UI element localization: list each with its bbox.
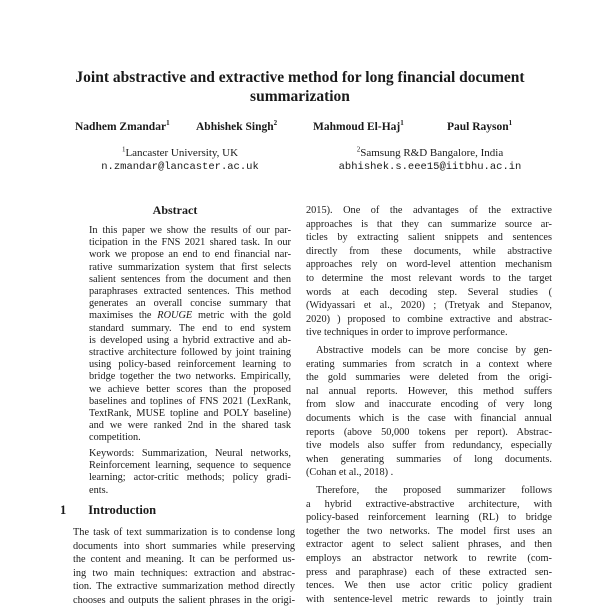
author	[75, 119, 170, 133]
text-line: tive models also suffer from redundancy, especially	[306, 440, 552, 452]
text-line: words at each decoding step. Several studies (	[306, 286, 552, 298]
text-line: 2020) ) proposed to combine extractive and abstrac-	[306, 313, 552, 325]
author	[196, 119, 277, 133]
text-line: maximises the ROUGE metric with the gold	[89, 310, 291, 322]
text-line: from slow and inaccurate encoding of very long	[306, 399, 552, 411]
text-line: 2015). One of the advantages of the extractive	[306, 205, 552, 216]
affiliation	[60, 145, 300, 173]
author-email: abhishek.s.eee15@iitbhu.ac.in	[338, 160, 522, 173]
text-line: press and paraphrase) each of these extracted sen-	[306, 566, 552, 578]
text-line: competition.	[89, 432, 141, 444]
text-line: together the two networks. The model first uses an	[306, 525, 552, 537]
affiliation	[305, 145, 555, 173]
keywords	[89, 448, 291, 497]
text-line: paraphrases extracted sentences. This method	[89, 286, 291, 298]
abstract-body	[89, 225, 291, 445]
abstract-heading: Abstract	[152, 203, 198, 217]
text-line: and we were ranked 2nd in the shared task	[89, 420, 291, 432]
text-line: In this paper we show the results of our par-	[89, 225, 291, 236]
section-title: Introduction	[88, 503, 157, 517]
text-line: Reinforcement learning, sequence to sequence	[89, 460, 291, 472]
text-line: is developed using a hybrid extractive and ab-	[89, 334, 291, 346]
text-line: bridge together the two networks. Empirically,	[89, 371, 291, 383]
text-line: baselines and toplines of FNS 2021 (LexRank,	[89, 395, 291, 407]
text-line: reports (above 50,000 tokens per report). Abstrac-	[306, 426, 552, 438]
text-line: generates an overall concise summary that	[89, 298, 291, 310]
text-line: stractive architecture followed by joint training	[89, 347, 291, 359]
author-aff: 1	[508, 119, 513, 127]
text-line: directly from these documents, while abstractive	[306, 245, 552, 257]
title-line: Joint abstractive and extractive method for long financial document	[75, 69, 525, 86]
aff-name: Lancaster University, UK	[125, 146, 239, 159]
text-line: the gold summaries were deleted from the origi-	[306, 372, 552, 384]
text-line: The task of text summarization is to condense long	[73, 527, 295, 538]
text-line: approaches is that they can summarize source ar-	[306, 218, 552, 230]
text-line: (Widyassari et al., 2020) ; (Tretyak and Stepanov,	[306, 300, 552, 312]
aff-num: 2	[356, 145, 361, 153]
author-aff: 1	[400, 119, 404, 127]
text-line: the content and meaning. It can be performed us-	[73, 554, 295, 566]
text-line: Abstractive models can be more concise by gen-	[316, 345, 552, 356]
text-line: ticles by extracting salient snippets and sentences	[306, 232, 552, 244]
text-line: standard summary. The end to end system	[89, 322, 291, 334]
author-aff: 1	[166, 119, 170, 127]
title-line: summarization	[250, 88, 350, 105]
right-paragraph-3	[306, 484, 552, 606]
text-line: using policy-based reinforcement learning to	[89, 359, 291, 371]
right-paragraph-1	[306, 204, 552, 340]
section-heading	[60, 503, 178, 518]
author	[447, 119, 512, 133]
text-line: chooses and outputs the salient phrases in the origi-	[73, 594, 295, 606]
text-line: nal annual reports. However, this method suffers	[306, 385, 552, 397]
text-line: employs an abstractor network to rewrite (com-	[306, 552, 552, 564]
author-aff: 2	[273, 119, 278, 127]
author	[313, 119, 404, 133]
aff-num: 1	[121, 145, 126, 153]
text-line: TextRank, MUSE topline and POLY baseline)	[89, 408, 291, 420]
author-email: n.zmandar@lancaster.ac.uk	[101, 160, 259, 173]
text-line: learning; actor-critic methods; policy gradi-	[89, 472, 291, 484]
text-line: rative summarization system that first selects	[89, 261, 291, 273]
text-line: ents.	[89, 484, 109, 496]
text-line: ticipation in the FNS 2021 shared task. In our	[89, 237, 291, 249]
text-line: ing two main techniques: extraction and abstrac-	[73, 567, 295, 579]
text-line: Therefore, the proposed summarizer follows	[316, 485, 552, 496]
author-name: Abhishek Singh	[196, 120, 274, 133]
aff-name: Samsung R&D Bangalore, India	[360, 146, 504, 159]
author-name: Paul Rayson	[447, 120, 509, 133]
text-line: erating summaries from scratch in a context where	[306, 358, 552, 370]
text-line: approaches rely on word-level attention mechanism	[306, 259, 552, 271]
intro-body	[73, 526, 295, 608]
text-line: a hybrid extractive-abstractive architecture, with	[306, 498, 552, 510]
text-line: tences. We then use actor critic policy gradient	[306, 580, 552, 592]
right-paragraph-2	[306, 344, 552, 480]
text-line: we achieve better scores than the proposed	[89, 383, 291, 395]
text-line: tive techniques in order to improve performance.	[306, 327, 508, 339]
text-line: documents which is the case with financial annual	[306, 412, 552, 424]
text-line: with sentence-level metric rewards to jointly train	[306, 593, 552, 605]
author-name: Nadhem Zmandar	[75, 120, 167, 133]
text-line: (Cohan et al., 2018) .	[306, 467, 394, 479]
section-number: 1	[60, 503, 67, 517]
text-line: salient sentences from the document and then	[89, 273, 291, 285]
text-line: Keywords: Summarization, Neural networks,	[89, 448, 291, 459]
text-line: work we propose an end to end financial nar-	[89, 249, 291, 261]
paper-title	[40, 68, 560, 106]
text-line: documents into short summaries while preserving	[73, 540, 295, 552]
text-line: when generating summaries of long documents.	[306, 453, 552, 465]
author-name: Mahmoud El-Haj	[313, 120, 401, 133]
text-line: policy-based reinforcement learning (RL) to bridge	[306, 512, 552, 524]
text-line: to determine the most relevant words to the target	[306, 272, 552, 284]
text-line: extractor agent to select salient phrases, and then	[306, 539, 552, 551]
text-line: tion. The extractive summarization method directly	[73, 581, 295, 593]
